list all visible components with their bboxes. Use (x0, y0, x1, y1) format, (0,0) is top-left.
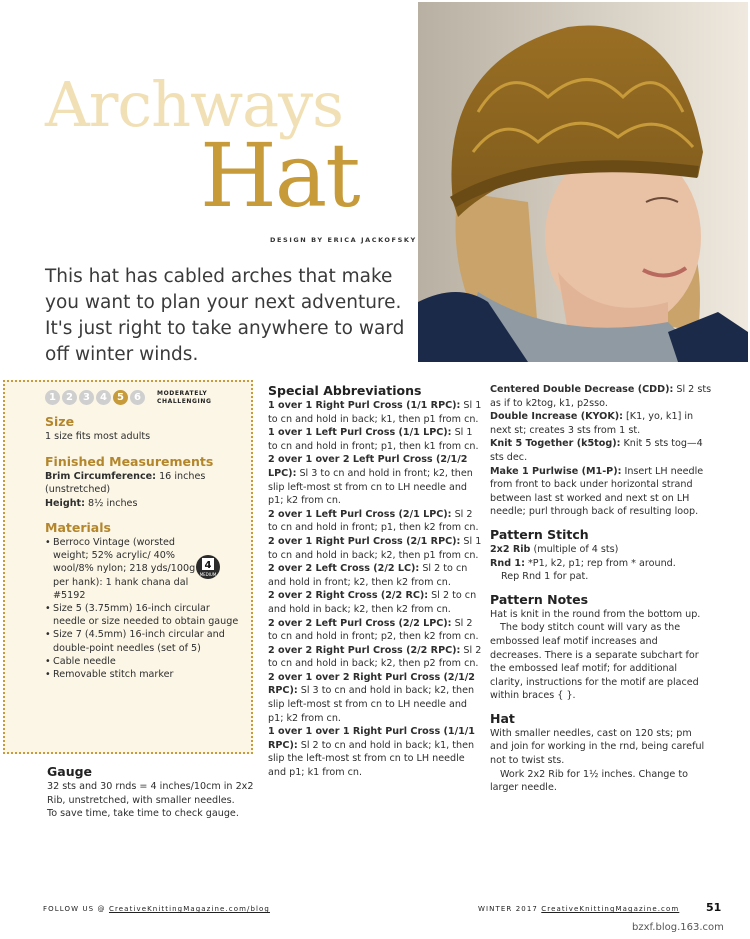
abbr-term: 2 over 2 Right Cross (2/2 RC): (268, 590, 429, 602)
abbr-def: Sl 2 to cn and hold in front; p1, then k2 from cn. (268, 508, 479, 534)
title-line-2: Hat (200, 124, 359, 227)
pattern-notes-heading: Pattern Notes (490, 591, 589, 607)
abbreviation-entry (268, 562, 482, 589)
abbr-term: 1 over 1 Right Purl Cross (1/1 RPC): (268, 400, 461, 411)
skill-level-dot-active: 5 (113, 390, 128, 405)
abbreviation-entry (268, 589, 482, 616)
abbr-def: Sl 2 to cn and hold in back; k2, then p2 from cn. (268, 644, 482, 670)
height-measure (45, 497, 245, 511)
designer-credit: DESIGN BY ERICA JACKOFSKY (270, 236, 417, 244)
footer-blog-link[interactable]: CreativeKnittingMagazine.com/blog (108, 905, 270, 913)
rnd1-line (490, 557, 712, 571)
abbr-def: Sl 2 to cn and hold in back; k2, then k2 from cn. (268, 590, 477, 615)
notes-paragraph: Hat is knit in the round from the bottom up. (490, 608, 701, 620)
abbreviation-entry (268, 508, 482, 535)
page-number: 51 (706, 901, 722, 914)
yarn-weight-icon (195, 554, 221, 580)
abbreviations-column (268, 383, 482, 780)
abbr-def: Sl 2 to cn and hold in front; p2, then k2 from cn. (268, 617, 479, 643)
footer-follow-prefix: FOLLOW US @ (43, 905, 109, 913)
rnd1-def: *P1, k2, p1; rep from * around. (524, 557, 676, 569)
gauge-note: To save time, take time to check gauge. (47, 808, 239, 819)
materials-box (3, 380, 253, 754)
abbreviation-entry (268, 426, 482, 453)
abbr-k5tog (490, 437, 712, 464)
abbr-kyok (490, 410, 712, 437)
abbr-term: 2 over 2 Left Purl Cross (2/2 LPC): (268, 617, 452, 629)
abbr-term: 2 over 2 Right Purl Cross (2/2 RPC): (268, 644, 461, 656)
size-heading: Size (45, 414, 75, 429)
hat-photo (418, 2, 748, 362)
abbr-term: 2 over 1 over 2 Left Purl Cross (2/1/2 LPC): (268, 454, 468, 479)
abbr-def: Sl 2 to cn and hold in front; k2, then k2 from cn. (268, 563, 468, 588)
hat-photo-illustration (418, 2, 748, 362)
gauge-text: 32 sts and 30 rnds = 4 inches/10cm in 2x2 Rib, unstretched, with smaller needles. (47, 781, 254, 806)
hat-paragraph: Work 2x2 Rib for 1½ inches. Change to larger needle. (490, 768, 688, 794)
abbr-def: Sl 1 to cn and hold in back; k1, then p1 from cn. (268, 400, 482, 425)
list-item: • Cable needle (45, 655, 245, 668)
abbreviation-entry (268, 671, 482, 725)
notes-paragraph: The body stitch count will vary as the embossed leaf motif increases and decreases. There is a separate subchart for the embossed leaf motif; for additional clarity, instructions for the motif are placed within braces { }. (490, 622, 699, 702)
abbreviation-entry (268, 725, 482, 779)
skill-level-label (157, 390, 212, 406)
watermark: bzxf.blog.163.com (632, 922, 724, 933)
abbr-term: 1 over 1 over 1 Right Purl Cross (1/1/1 RPC): (268, 726, 475, 751)
skill-level-dot: 1 (45, 390, 60, 405)
brim-label: Brim Circumference: (45, 470, 157, 482)
skill-level-dot: 3 (79, 390, 94, 405)
intro-text: This hat has cabled arches that make you want to plan your next adventure. It's just right to take anywhere to ward off winter winds. (45, 266, 405, 365)
skill-level-dot: 4 (96, 390, 111, 405)
yarn-weight-number: 4 (204, 560, 212, 571)
footer-issue (478, 905, 679, 913)
abbreviation-entry (268, 644, 482, 671)
pattern-stitch-heading: Pattern Stitch (490, 526, 589, 542)
footer-follow (43, 905, 270, 913)
abbr-def: Knit 5 sts tog—4 sts dec. (490, 438, 703, 463)
abbr-term: 1 over 1 Left Purl Cross (1/1 LPC): (268, 427, 452, 439)
list-item: • Berroco Vintage (worsted weight; 52% acrylic/ 40% wool/8% nylon; 218 yds/100g per hank): 1 hank chana dal #5192 (45, 536, 245, 602)
skill-level (45, 390, 245, 412)
abbr-term: 2 over 1 Right Purl Cross (2/1 RPC): (268, 535, 461, 547)
yarn-weight-label: MEDIUM (199, 572, 217, 577)
abbr-term: Double Increase (KYOK): (490, 411, 623, 423)
size-text: 1 size fits most adults (45, 431, 151, 442)
abbr-def: [K1, yo, k1] in next st; creates 3 sts from 1 st. (490, 411, 694, 436)
abbr-def: Sl 3 to cn and hold in back; k2, then slip left-most st from cn to LH needle and p1; k2 from cn. (268, 685, 475, 724)
rib-term: 2x2 Rib (490, 543, 531, 555)
abbr-term: 2 over 2 Left Cross (2/2 LC): (268, 563, 420, 575)
footer-issue-date: WINTER 2017 (478, 905, 538, 913)
abbr-term: 2 over 1 over 2 Right Purl Cross (2/1/2 RPC): (268, 671, 475, 697)
height-value: 8½ inches (84, 497, 138, 509)
abbreviation-entry (268, 535, 482, 562)
abbr-term: Knit 5 Together (k5tog): (490, 438, 621, 450)
abbreviation-entry (268, 617, 482, 644)
abbr-m1p (490, 465, 712, 519)
height-label: Height: (45, 497, 85, 509)
skill-label-line: MODERATELY (157, 390, 208, 397)
hat-paragraph: With smaller needles, cast on 120 sts; pm and join for working in the rnd, being careful not to twist sts. (490, 727, 705, 767)
brim-circumference (45, 470, 245, 497)
gauge-heading: Gauge (47, 764, 93, 779)
abbr-def: Insert LH needle from front to back under horizontal strand between last st worked and next st on LH needle; purl through back of resulting loop. (490, 465, 704, 518)
rib-def: (multiple of 4 sts) (530, 543, 619, 555)
skill-level-dot: 6 (130, 390, 145, 405)
abbr-def: Sl 1 to cn and hold in front; p1, then k1 from cn. (268, 427, 479, 452)
skill-level-dot: 2 (62, 390, 77, 405)
rib-line (490, 543, 712, 557)
abbr-def: Sl 1 to cn and hold in back; k2, then p1 from cn. (268, 535, 482, 561)
finished-heading: Finished Measurements (45, 453, 214, 469)
pattern-column (490, 383, 712, 795)
footer-site-link[interactable]: CreativeKnittingMagazine.com (541, 905, 680, 913)
abbr-def: Sl 2 sts as if to k2tog, k1, p2sso. (490, 384, 712, 409)
abbr-def: Sl 3 to cn and hold in front; k2, then slip left-most st from cn to LH needle and p1; k2 from cn. (268, 467, 473, 507)
title-line-1: Archways (45, 68, 343, 141)
rnd1-term: Rnd 1: (490, 557, 525, 569)
list-item: • Size 5 (3.75mm) 16-inch circular needle or size needed to obtain gauge (45, 602, 245, 628)
abbreviation-entry (268, 399, 482, 426)
rnd1-repeat: Rep Rnd 1 for pat. (501, 571, 589, 583)
abbr-term: 2 over 1 Left Purl Cross (2/1 LPC): (268, 508, 452, 520)
abbr-term: Make 1 Purlwise (M1-P): (490, 465, 622, 477)
abbreviation-entry (268, 453, 482, 507)
materials-heading: Materials (45, 520, 111, 535)
abbr-cdd (490, 383, 712, 410)
abbreviations-heading: Special Abbreviations (268, 383, 422, 398)
brim-value: 16 inches (unstretched) (45, 470, 206, 495)
list-item: • Removable stitch marker (45, 668, 245, 681)
abbr-def: Sl 2 to cn and hold in back; k1, then slip the left-most st from cn to LH needle and p1; k1 from cn. (268, 739, 475, 779)
hat-heading: Hat (490, 710, 515, 726)
list-item: • Size 7 (4.5mm) 16-inch circular and double-point needles (set of 5) (45, 628, 245, 654)
abbreviations-list (268, 399, 482, 780)
skill-label-line: CHALLENGING (157, 398, 212, 405)
abbr-term: Centered Double Decrease (CDD): (490, 384, 674, 395)
gauge-section (47, 764, 257, 821)
